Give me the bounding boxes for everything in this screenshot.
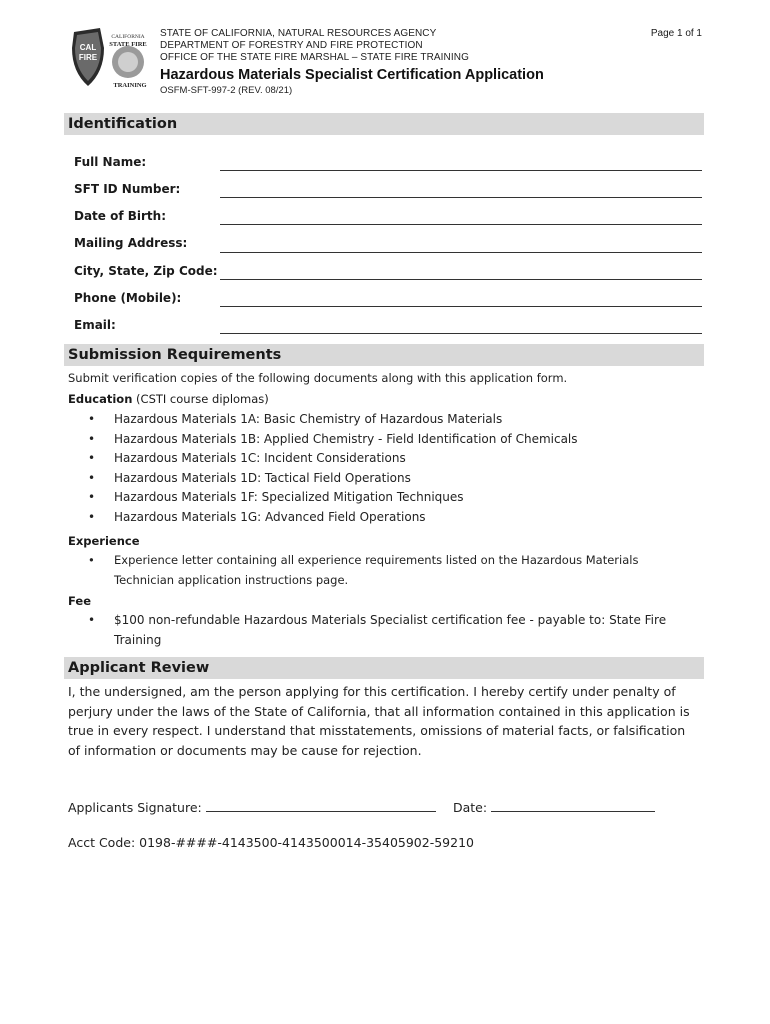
- agency-line-1: STATE OF CALIFORNIA, NATURAL RESOURCES AGENCY: [160, 28, 437, 39]
- signature-label: Applicants Signature:: [68, 800, 202, 815]
- signature-field[interactable]: [206, 797, 436, 812]
- education-list: [88, 410, 688, 528]
- list-item: • Hazardous Materials 1C: Incident Considerations: [88, 449, 688, 469]
- education-heading: [68, 392, 269, 406]
- date-field[interactable]: [491, 797, 655, 812]
- fee-heading: Fee: [68, 594, 91, 608]
- education-label: Education: [68, 392, 133, 406]
- svg-text:FIRE: FIRE: [78, 53, 98, 62]
- bullet: •: [88, 613, 96, 627]
- bullet: •: [88, 470, 96, 485]
- section-applicant-review-heading: Applicant Review: [64, 657, 704, 679]
- form-number: OSFM-SFT-997-2 (REV. 08/21): [160, 85, 293, 96]
- account-code: Acct Code: 0198-####-4143500-4143500014-35405902-59210: [68, 835, 474, 850]
- bullet: •: [88, 431, 96, 446]
- bullet: •: [88, 509, 96, 524]
- list-item: • Experience letter containing all experience requirements listed on the Hazardous Materials Technician application instructions page.: [88, 553, 639, 587]
- certification-statement: I, the undersigned, am the person applying for this certification. I hereby certify under penalty of perjury under the laws of the State of California, that all information contained in this application is true in every respect. I understand that misstatements, omissions of material facts, or falsification of information or documents may be cause for rejection.: [68, 684, 690, 758]
- date-label: Date:: [453, 800, 488, 815]
- svg-text:STATE FIRE: STATE FIRE: [109, 41, 147, 48]
- bullet: •: [88, 451, 96, 466]
- list-item: • $100 non-refundable Hazardous Materials Specialist certification fee - payable to: State Fire Training: [88, 613, 667, 647]
- list-item: • Hazardous Materials 1D: Tactical Field Operations: [88, 469, 688, 489]
- agency-line-3: OFFICE OF THE STATE FIRE MARSHAL – STATE FIRE TRAINING: [160, 52, 469, 63]
- section-submission-heading: Submission Requirements: [64, 344, 704, 366]
- submission-intro: Submit verification copies of the following documents along with this application form.: [68, 371, 568, 385]
- city-state-zip-label: City, State, Zip Code:: [74, 264, 218, 278]
- bullet: •: [88, 553, 95, 567]
- list-item: • Hazardous Materials 1F: Specialized Mitigation Techniques: [88, 488, 688, 508]
- date-of-birth-label: Date of Birth:: [74, 209, 167, 223]
- svg-text:CALIFORNIA: CALIFORNIA: [111, 34, 145, 40]
- document-title: Hazardous Materials Specialist Certification Application: [160, 67, 544, 83]
- section-identification-heading: Identification: [64, 113, 704, 135]
- mailing-address-field[interactable]: [220, 252, 702, 253]
- signature-row: [68, 797, 436, 815]
- experience-list: [88, 551, 668, 590]
- fee-list: [88, 611, 688, 650]
- sft-id-field[interactable]: [220, 197, 702, 198]
- bullet: •: [88, 490, 96, 505]
- experience-heading: Experience: [68, 534, 140, 548]
- mailing-address-label: Mailing Address:: [74, 236, 188, 250]
- list-item: • Hazardous Materials 1A: Basic Chemistry of Hazardous Materials: [88, 410, 688, 430]
- list-item: • Hazardous Materials 1B: Applied Chemistry - Field Identification of Chemicals: [88, 430, 688, 450]
- email-field[interactable]: [220, 333, 702, 334]
- agency-line-2: DEPARTMENT OF FORESTRY AND FIRE PROTECTION: [160, 40, 423, 51]
- document-header: [160, 28, 544, 96]
- email-label: Email:: [74, 318, 116, 332]
- page-number: Page 1 of 1: [650, 28, 702, 39]
- phone-mobile-field[interactable]: [220, 306, 702, 307]
- bullet: •: [88, 412, 96, 426]
- date-row: [453, 797, 655, 815]
- sft-id-label: SFT ID Number:: [74, 182, 181, 196]
- full-name-label: Full Name:: [74, 155, 147, 169]
- svg-text:CAL: CAL: [79, 43, 97, 52]
- education-note: (CSTI course diplomas): [132, 392, 269, 406]
- date-of-birth-field[interactable]: [220, 224, 702, 225]
- cal-fire-state-fire-training-logo: [70, 26, 154, 90]
- list-item: • Hazardous Materials 1G: Advanced Field Operations: [88, 508, 688, 528]
- svg-text:TRAINING: TRAINING: [113, 82, 147, 89]
- full-name-field[interactable]: [220, 170, 702, 171]
- phone-mobile-label: Phone (Mobile):: [74, 291, 182, 305]
- city-state-zip-field[interactable]: [220, 279, 702, 280]
